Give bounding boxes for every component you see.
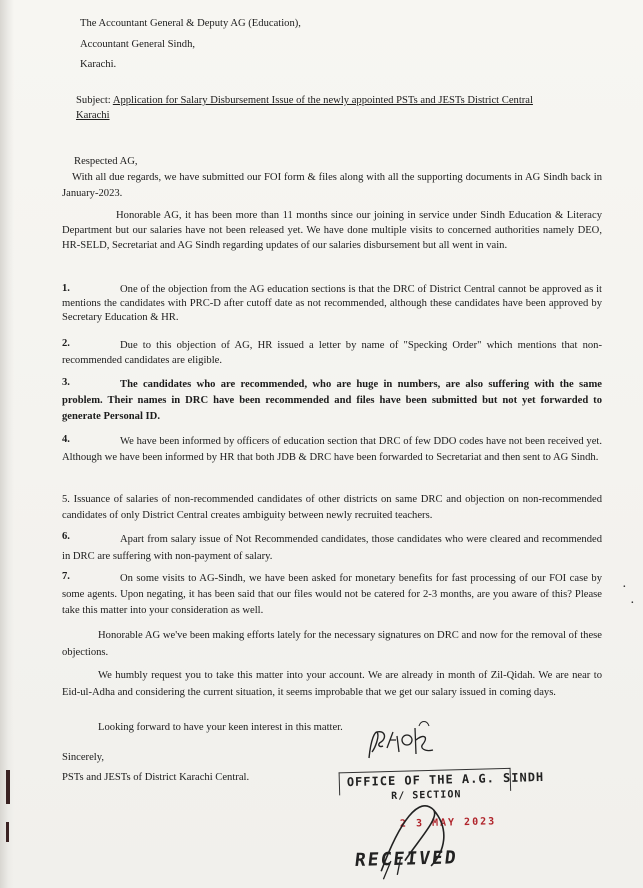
- paragraph-months: Honorable AG, it has been more than 11 months since our joining in service under Sindh Education & Literacy Department but our salaries have not been released yet. We have done multiple visits to concerned authorities namely DEO, HR-SELD, Secretariat and AG Sindh regarding updates of our salaries disbursement but all went in vain.: [62, 210, 602, 251]
- margin-dot: ·: [630, 596, 635, 611]
- received-stamp: [339, 768, 545, 883]
- subject-label: Subject:: [76, 95, 111, 106]
- item-1-text: One of the objection from the AG education sections is that the DRC of District Central cannot be approved as it mentions the candidates with PRC-D after cutoff date as not recommended, although these candidates have been approved by Secretary Education & HR.: [62, 284, 602, 323]
- salutation: Respected AG,: [74, 156, 138, 167]
- item-4-text: We have been informed by officers of education section that DRC of few DDO codes have not been received yet. Although we have been informed by HR that both JDB & DRC have been forwarded to Secretariat and then sent to AG Sindh.: [62, 436, 602, 463]
- handwritten-signature: [363, 718, 443, 770]
- closing-sincerely: Sincerely,: [62, 752, 104, 763]
- left-edge-mark: [6, 822, 9, 842]
- page-left-shadow: [0, 0, 14, 888]
- paragraph-efforts: Honorable AG we've been making efforts lately for the necessary signatures on DRC and now for the removal of these objections.: [62, 630, 602, 658]
- item-5-text: 5. Issuance of salaries of non-recommended candidates of other districts on same DRC and objection on non-recommended candidates of only District Central creates ambiguity between newly recruited teachers.: [62, 494, 602, 521]
- paragraph-request: We humbly request you to take this matter into your account. We are already in month of Zil-Qidah. We are near to Eid-ul-Adha and considering the current situation, it seems improbable that we get our salary issued in coming days.: [62, 670, 602, 698]
- stamp-section-text: R/ SECTION: [391, 789, 462, 802]
- closing-sender: PSTs and JESTs of District Karachi Central.: [62, 772, 250, 783]
- item-3-number: 3.: [62, 377, 70, 388]
- item-7-number: 7.: [62, 571, 70, 582]
- subject-line: [76, 95, 533, 107]
- stamp-received-text: RECEIVED: [353, 847, 459, 871]
- address-line-1: The Accountant General & Deputy AG (Education),: [80, 18, 301, 29]
- address-line-3: Karachi.: [80, 59, 117, 70]
- item-4-number: 4.: [62, 434, 70, 445]
- stamp-date: 2 3 MAY 2023: [399, 816, 497, 830]
- subject-text-continued: Karachi: [76, 110, 110, 121]
- item-2-number: 2.: [62, 338, 70, 349]
- item-6-number: 6.: [62, 531, 70, 542]
- left-edge-mark: [6, 770, 10, 804]
- item-1-number: 1.: [62, 283, 70, 294]
- margin-dot: ·: [622, 580, 627, 595]
- item-6-text: Apart from salary issue of Not Recommended candidates, those candidates who were cleared and recommended in DRC are suffering with non-payment of salary.: [62, 534, 602, 562]
- item-2-text: Due to this objection of AG, HR issued a letter by name of "Specking Order" which mentions that non-recommended candidates are eligible.: [62, 340, 602, 366]
- address-line-2: Accountant General Sindh,: [80, 39, 196, 50]
- paragraph-foi: With all due regards, we have submitted our FOI form & files along with all the supporting documents in AG Sindh back in January-2023.: [62, 172, 602, 199]
- item-7-text: On some visits to AG-Sindh, we have been asked for monetary benefits for fast processing of our FOI case by some agents. Upon negating, it has been said that our files would not be catered for 2-3 months, are you aware of this? Please take this matter into your consideration as well.: [62, 573, 602, 616]
- subject-text: Application for Salary Disbursement Issue of the newly appointed PSTs and JESTs District Central: [112, 95, 533, 106]
- stamp-office-text: OFFICE OF THE A.G. SINDH: [346, 769, 545, 790]
- paragraph-looking-forward: Looking forward to have your keen interest in this matter.: [98, 722, 343, 733]
- item-3-text: The candidates who are recommended, who are huge in numbers, are also suffering with the same problem. Their names in DRC have been recommended and files have been submitted but not yet forwarded to generate Personal ID.: [62, 379, 602, 422]
